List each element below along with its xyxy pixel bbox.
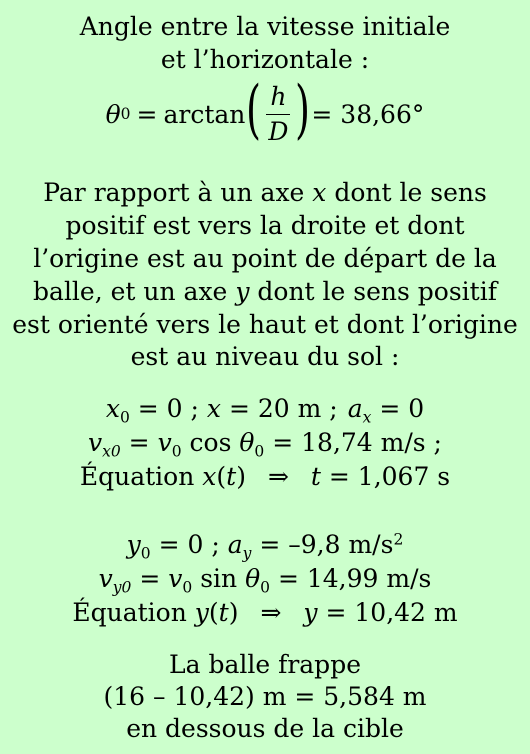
- right-paren: ): [295, 73, 311, 147]
- fraction-numerator: h: [266, 82, 290, 115]
- frame-line-3: l’origine est au point de départ de la: [33, 244, 497, 273]
- y-initial-line: $y_0 = 0$ ; $a_y = -9,8$ $m/s^2$: [126, 530, 404, 563]
- frame-line-4: balle, et un axe y dont le sens positif: [33, 277, 497, 306]
- x-equation-line: Équation x(t) ⇒ t = 1,067 s: [79, 462, 451, 491]
- implies-arrow-icon: ⇒: [260, 598, 282, 627]
- y-equation-line: Équation y(t) ⇒ y = 10,42 m: [72, 598, 458, 627]
- angle-result: = 38,66°: [311, 99, 425, 129]
- fraction-group: [245, 73, 311, 147]
- equals-sign: =: [136, 99, 158, 129]
- frame-line-1: Par rapport à un axe x dont le sens: [43, 178, 487, 207]
- arctan-function: arctan: [163, 99, 246, 129]
- angle-line-1: Angle entre la vitesse initiale: [79, 12, 451, 41]
- theta-symbol: θ: [105, 99, 121, 129]
- fraction: [264, 82, 292, 147]
- result-line-1: La balle frappe: [168, 650, 361, 679]
- vy0-line: $v_{y0} = v_0$ $\sin \theta_0 = 14,99$ m/s: [98, 564, 432, 597]
- vx0-line: $v_{x0} = v_0$ $\cos \theta_0 = 18,74$ m/s ;: [88, 428, 442, 461]
- left-paren: (: [246, 73, 262, 147]
- frame-line-6: est au niveau du sol :: [130, 342, 400, 371]
- result-line-3: en dessous de la cible: [126, 714, 404, 743]
- fraction-denominator: D: [268, 116, 289, 146]
- result-line-2: (16 – 10,42) m = 5,584 m: [103, 682, 427, 711]
- x-initial-line: $x_0 = 0$ ; x = 20 m ; $a_x = 0$: [105, 394, 425, 427]
- implies-arrow-icon: ⇒: [267, 462, 289, 491]
- angle-formula: θ 0 = arctan ( $\frac{h}{D}$ ) = 38,66°: [105, 73, 425, 147]
- frame-line-2: positif est vers la droite et dont: [65, 211, 465, 240]
- angle-line-2: et l’horizontale :: [160, 45, 370, 74]
- frame-line-5: est orienté vers le haut et dont l’origine: [12, 310, 518, 339]
